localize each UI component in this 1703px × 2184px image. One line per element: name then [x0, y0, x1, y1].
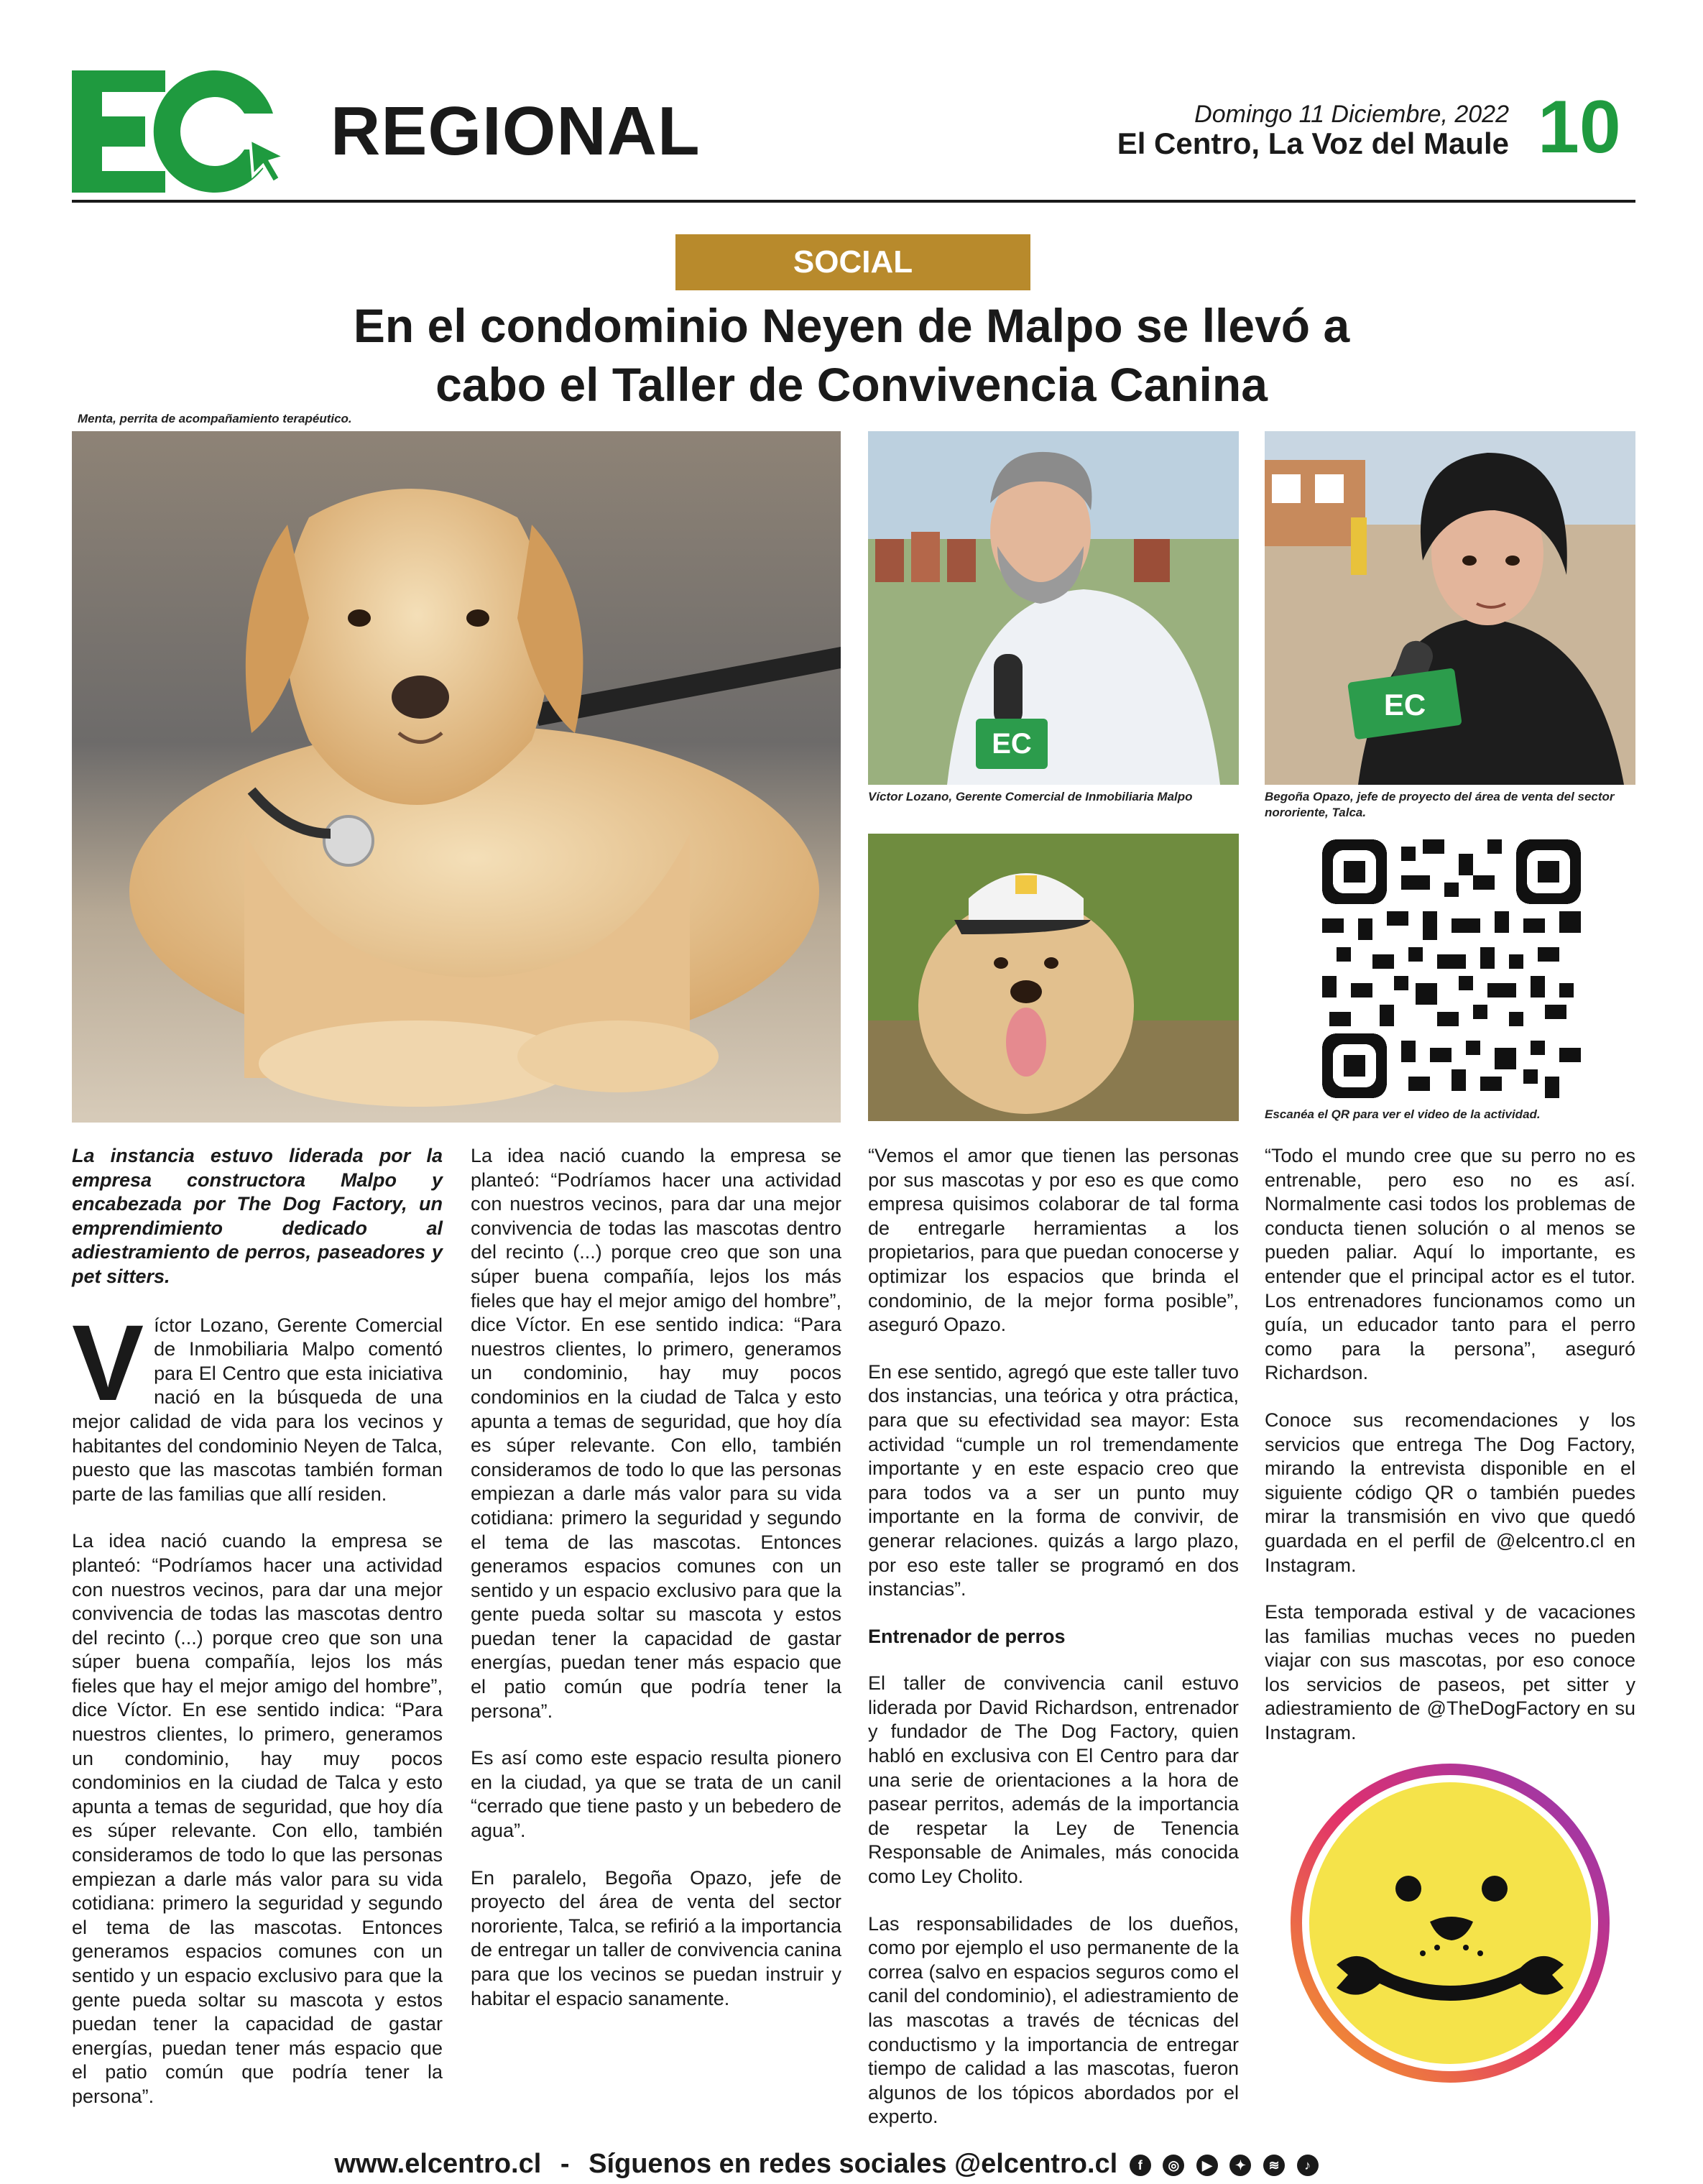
col2-paragraph-1: La idea nació cuando la empresa se planteó: “Podríamos hacer una actividad con nuestros vecinos, para dar una mejor convivencia de todas las mascotas dentro del recinto (...) porque creo que son una súper buena compañía, lejos los más fieles que hay el mejor amigo del hombre”, dice Víctor. En ese sentido indica: “Para nuestros clientes, lo primero, generamos un condominio, hay muy pocos condominios en la ciudad de Talca y esto apunta a temas de seguridad, que hoy día es súper relevante. Con ello, también consideramos de todo lo que las personas empiezan a darle más valor para su vida cotidiana: primero la seguridad y segundo el tema de las mascotas. Entonces generamos espacios comunes con un sentido y un espacio exclusivo para que la gente pueda soltar su mascota y estos puedan tener la capacidad de gastar energías, puedan tener más espacio que el patio común que podría tener la persona”. [471, 1145, 841, 1722]
qr-code[interactable] [1322, 839, 1581, 1098]
article-column-4 [1265, 1144, 1635, 1769]
article-column-1 [72, 1144, 443, 2132]
col4-paragraph-1: “Todo el mundo cree que su perro no es entrenable, pero eso no es así. Normalmente casi todos los problemas de conducta tienen solución o al menos se pueden paliar. Aquí lo importante, es entender que el principal actor es el tutor. Los entrenadores funcionamos como un guía, un educador tanto para el perro como para la persona”, aseguró Richardson. [1265, 1145, 1635, 1384]
headline-line-2: cabo el Taller de Convivencia Canina [435, 358, 1268, 411]
col1-paragraph-1 [72, 1301, 443, 1507]
article-headline [216, 296, 1487, 414]
footer-social-text: Síguenos en redes sociales @elcentro.cl [589, 2149, 1118, 2179]
facebook-icon[interactable]: f [1130, 2155, 1151, 2176]
col2-paragraph-2: Es así como este espacio resulta pionero en la ciudad, ya que se trata de un canil “cerrado que tiene pasto y un bebedero de agua”. [471, 1747, 841, 1842]
article-column-3 [868, 1144, 1239, 2152]
lozano-photo-caption: Víctor Lozano, Gerente Comercial de Inmobiliaria Malpo [868, 790, 1193, 803]
article-lede: La instancia estuvo liderada por la empresa constructora Malpo y encabezada por The Dog Factory, un emprendimiento dedicado al adiestramiento de perros, paseadores y pet sitters. [72, 1145, 443, 1287]
el-centro-logo[interactable] [72, 70, 287, 193]
col2-paragraph-3: En paralelo, Begoña Opazo, jefe de proyecto del área de venta del sector nororiente, Talca, se refirió a la importancia de entregar un taller de convivencia canina para que los vecinos se puedan instruir y habitar el espacio sanamente. [471, 1866, 841, 2009]
tiktok-icon[interactable]: ♪ [1297, 2155, 1319, 2176]
twitter-icon[interactable]: ✦ [1229, 2155, 1251, 2176]
instagram-icon[interactable]: ◎ [1163, 2155, 1184, 2176]
spotify-icon[interactable]: ≋ [1263, 2155, 1285, 2176]
section-kicker: SOCIAL [675, 234, 1030, 290]
dog-factory-logo [1286, 1759, 1614, 2087]
paper-name: El Centro, La Voz del Maule [1117, 126, 1509, 160]
col4-paragraph-3: Esta temporada estival y de vacaciones las familias muchas veces no pueden viajar con sus mascotas, por eso conoce los servicios de paseos, pet sitter y adiestramiento de @TheDogFactory en su Instagram. [1265, 1601, 1635, 1744]
page-footer [216, 2149, 1437, 2180]
headline-line-1: En el condominio Neyen de Malpo se llevó a [353, 299, 1350, 352]
footer-site-link[interactable]: www.elcentro.cl [334, 2149, 542, 2179]
col3-paragraph-2: En ese sentido, agregó que este taller tuvo dos instancias, una teórica y otra práctica, para que su efectividad sea mayor: Esta actividad “cumple un rol tremendamente importante y en este espacio creo que para todos va a ser un punto muy importante en la forma de convivir, de generar relaciones. quizás a largo plazo, por eso este taller se programó en dos instancias”. [868, 1360, 1239, 1600]
mic-logo-text: EC [992, 728, 1032, 760]
header-divider [72, 200, 1635, 203]
dog-photo [72, 431, 841, 1123]
drop-cap: V [72, 1301, 144, 1423]
col3-paragraph-4: Las responsabilidades de los dueños, como por ejemplo el uso permanente de la correa (salvo en espacios seguros como el canil del condominio), el adiestramiento de las mascotas a través de técnicas del conductismo y la importancia de entregar tiempo de calidad a las mascotas, fueron algunos de los tópicos abordados por el experto. [868, 1912, 1239, 2128]
col4-paragraph-2: Conoce sus recomendaciones y los servicios que entrega The Dog Factory, mirando la entrevista disponible en el siguiente código QR o también puedes mirar la transmisión en vivo que quedó guardada en el perfil de @elcentro.cl en Instagram. [1265, 1409, 1635, 1576]
issue-date: Domingo 11 Diciembre, 2022 [1194, 101, 1509, 128]
col1-paragraph-1-text: íctor Lozano, Gerente Comercial de Inmobiliaria Malpo comentó para El Centro que esta iniciativa nació en la búsqueda de una mejor calidad de vida para los vecinos y habitantes del condominio Neyen de Talca, puesto que las mascotas también forman parte de las familias que allí residen. [72, 1314, 443, 1505]
qr-caption: Escanéa el QR para ver el video de la actividad. [1265, 1107, 1541, 1121]
col3-paragraph-3: El taller de convivencia canil estuvo liderada por David Richardson, entrenador y fundador de The Dog Factory, quien habló en exclusiva con El Centro para dar una serie de orientaciones a la hora de pasear perritos, además de la importancia de respetar la Ley de Tenencia Responsable de Animales, más conocida como Ley Cholito. [868, 1672, 1239, 1888]
subhead-entrenador: Entrenador de perros [868, 1625, 1066, 1647]
article-column-2 [471, 1144, 841, 2034]
dog-with-cap-photo [868, 834, 1239, 1121]
col3-paragraph-1: “Vemos el amor que tienen las personas por sus mascotas y por eso es que como empresa quisimos colaborar de tal forma de entregarle herramientas a los propietarios, para que puedan conocerse y optimizar los espacios que brinda el condominio, de la mejor forma posible”, aseguró Opazo. [868, 1145, 1239, 1336]
footer-separator: - [560, 2149, 570, 2179]
dog-photo-caption: Menta, perrita de acompañamiento terapéutico. [78, 412, 352, 425]
section-title: REGIONAL [331, 93, 701, 170]
page-number: 10 [1538, 86, 1621, 169]
opazo-photo [1265, 431, 1635, 785]
opazo-photo-caption: Begoña Opazo, jefe de proyecto del área de venta del sector nororiente, Talca. [1265, 790, 1615, 819]
mic-logo-text-2: EC [1383, 688, 1426, 722]
lozano-photo [868, 431, 1239, 785]
col1-paragraph-2: La idea nació cuando la empresa se planteó: “Podríamos hacer una actividad con nuestros vecinos, para dar una mejor convivencia de todas las mascotas dentro del recinto (...) porque creo que son una súper buena compañía, lejos los más fieles que hay el mejor amigo del hombre”, dice Víctor. En ese sentido indica: “Para nuestros clientes, lo primero, generamos un condominio, hay muy pocos condominios en la ciudad de Talca y esto apunta a temas de seguridad, que hoy día es súper relevante. Con ello, también consideramos de todo lo que las personas empiezan a darle más valor para su vida cotidiana: primero la seguridad y segundo el tema de las mascotas. Entonces generamos espacios comunes con un sentido y un espacio exclusivo para que la gente pueda soltar su mascota y estos puedan tener la capacidad de gastar energías, puedan tener más espacio que el patio común que podría tener la persona”. [72, 1530, 443, 2107]
youtube-icon[interactable]: ▶ [1196, 2155, 1218, 2176]
